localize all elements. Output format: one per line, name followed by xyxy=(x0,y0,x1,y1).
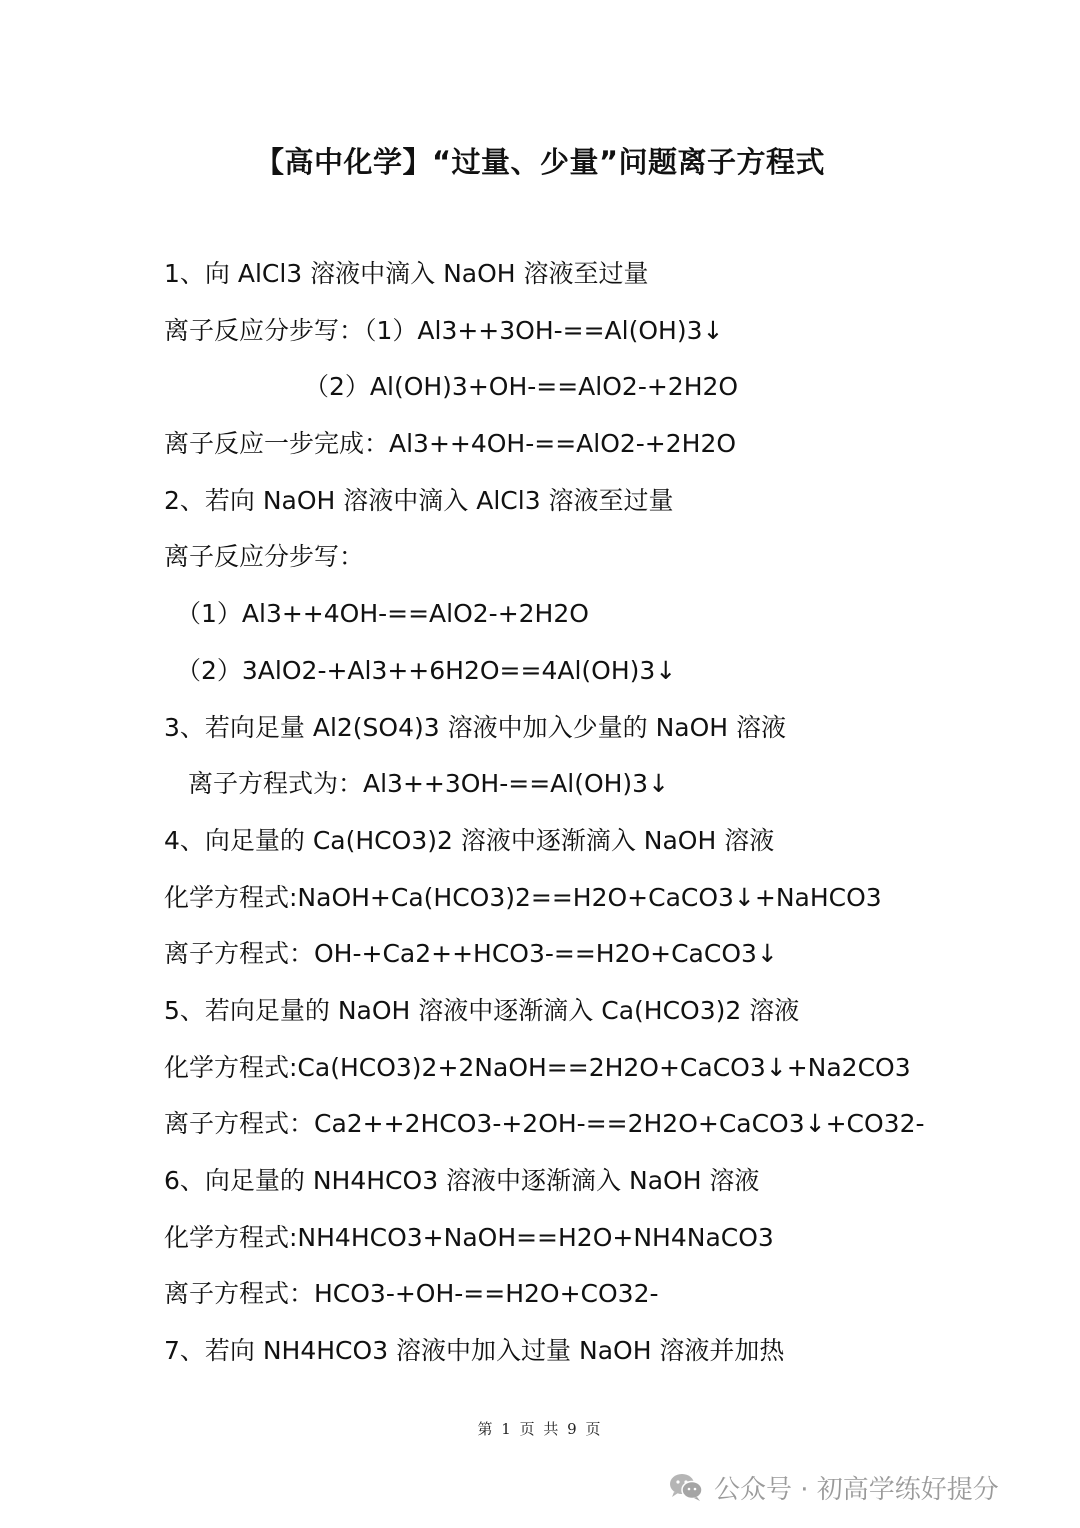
text-line: 离子方程式：HCO3-+OH-==H2O+CO32- xyxy=(164,1279,659,1309)
question-heading: 1、向 AlCl3 溶液中滴入 NaOH 溶液至过量 xyxy=(164,259,649,288)
watermark-text: 公众号 · 初高学练好提分 xyxy=(714,1474,999,1505)
text-line: 离子反应一步完成：Al3++4OH-==AlO2-+2H2O xyxy=(164,429,737,459)
question-heading: 2、若向 NaOH 溶液中滴入 AlCl3 溶液至过量 xyxy=(164,485,674,515)
wechat-icon xyxy=(668,1471,704,1503)
watermark xyxy=(668,1462,999,1512)
question-heading: 3、若向足量 Al2(SO4)3 溶液中加入少量的 NaOH 溶液 xyxy=(164,712,787,742)
question-heading: 4、向足量的 Ca(HCO3)2 溶液中逐渐滴入 NaOH 溶液 xyxy=(164,825,775,855)
page-title: 【高中化学】“过量、少量”问题离子方程式 xyxy=(254,145,826,179)
text-line: 离子方程式：Ca2++2HCO3-+2OH-==2H2O+CaCO3↓+CO32- xyxy=(164,1109,925,1139)
text-line: （1）Al3++4OH-==AlO2-+2H2O xyxy=(176,599,589,629)
text-line: （2）3AlO2-+Al3++6H2O==4Al(OH)3↓ xyxy=(176,655,677,685)
text-line: 离子方程式：OH-+Ca2++HCO3-==H2O+CaCO3↓ xyxy=(164,939,778,969)
question-heading: 5、若向足量的 NaOH 溶液中逐渐滴入 Ca(HCO3)2 溶液 xyxy=(164,995,800,1025)
document-body xyxy=(164,254,1044,1388)
text-line: 离子方程式为：Al3++3OH-==Al(OH)3↓ xyxy=(188,769,670,799)
text-line: 化学方程式:Ca(HCO3)2+2NaOH==2H2O+CaCO3↓+Na2CO3 xyxy=(164,1052,911,1082)
text-line: （2）Al(OH)3+OH-==AlO2-+2H2O xyxy=(304,372,739,402)
text-line: 离子反应分步写： xyxy=(164,542,365,572)
text-line: 化学方程式:NaOH+Ca(HCO3)2==H2O+CaCO3↓+NaHCO3 xyxy=(164,882,882,912)
page-number: 第 1 页 共 9 页 xyxy=(477,1420,603,1438)
text-line: 离子反应分步写：（1）Al3++3OH-==Al(OH)3↓ xyxy=(164,315,724,345)
text-line: 化学方程式:NH4HCO3+NaOH==H2O+NH4NaCO3 xyxy=(164,1222,774,1252)
question-heading: 7、若向 NH4HCO3 溶液中加入过量 NaOH 溶液并加热 xyxy=(164,1336,785,1366)
question-heading: 6、向足量的 NH4HCO3 溶液中逐渐滴入 NaOH 溶液 xyxy=(164,1166,760,1195)
